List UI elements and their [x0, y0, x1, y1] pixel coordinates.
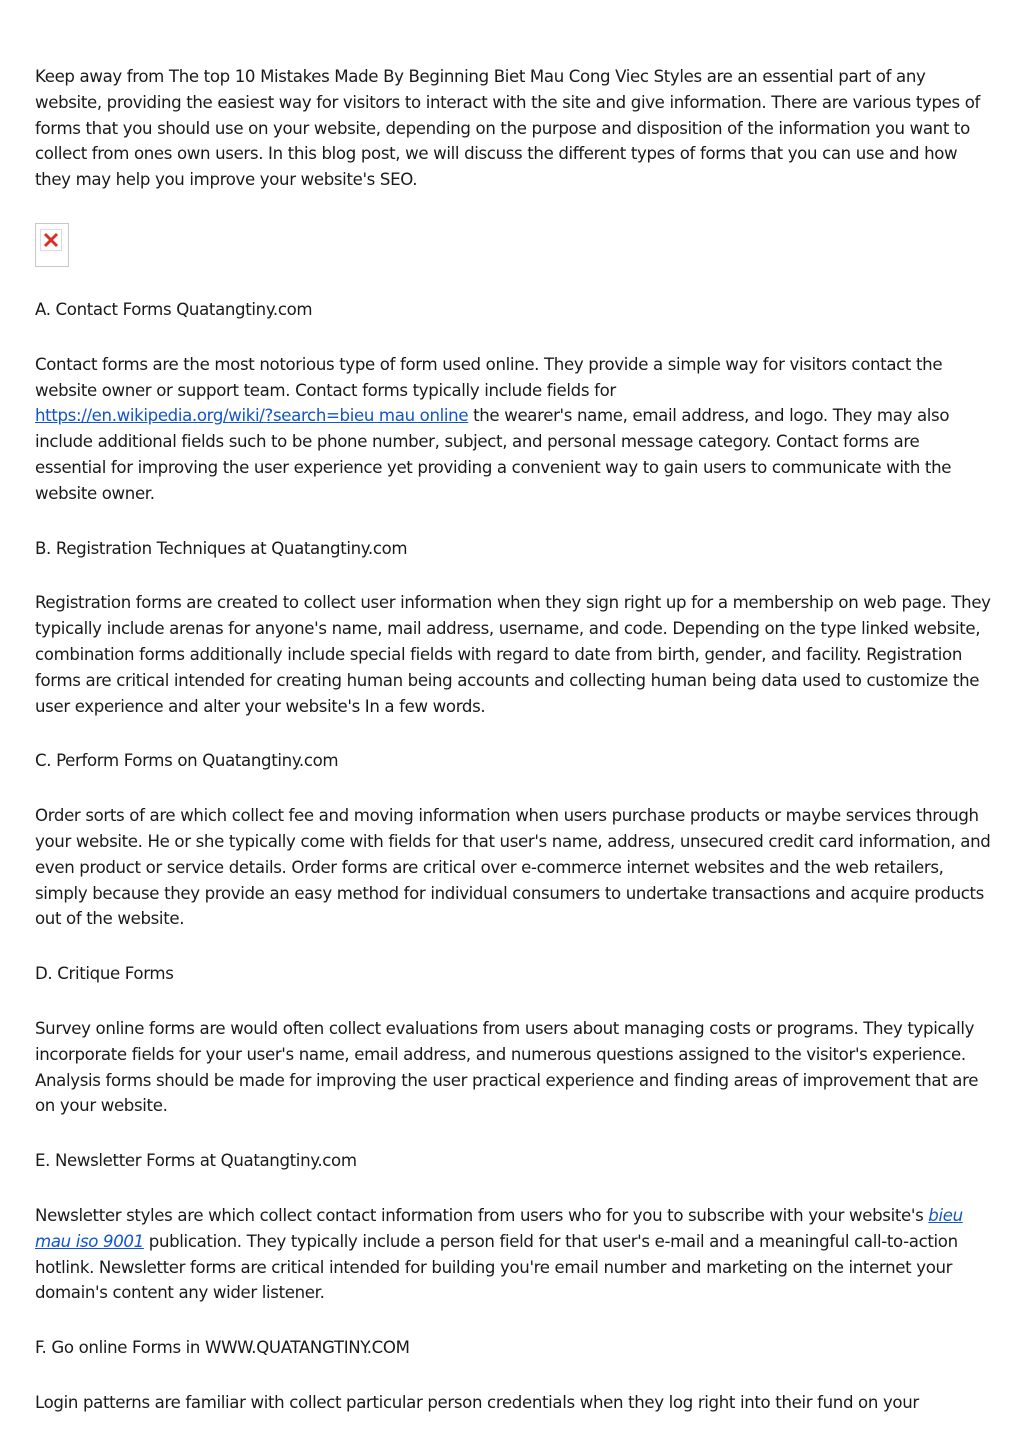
body-text: publication. They typically include a person field for that user's e-mail and a meaningful call-to-action hotlink. Newsletter forms are critical intended for building you're email number and marketing on the internet your domain's content any wider listener. [35, 1231, 958, 1303]
wikipedia-search-link[interactable]: https://en.wikipedia.org/wiki/?search=bieu mau online [35, 406, 469, 426]
section-heading-newsletter-forms: E. Newsletter Forms at Quatangtiny.com [35, 1151, 357, 1171]
intro-paragraph: Keep away from The top 10 Mistakes Made By Beginning Biet Mau Cong Viec Styles are an essential part of any website, providing the easiest way for visitors to interact with the site and give information. There are various types of forms that you should use on your website, depending on the purpose and disposition of the information you want to collect from ones own users. In this blog post, we will discuss the different types of forms that you can use and how they may help you improve your website's SEO. [35, 67, 981, 190]
section-body-newsletter-forms [35, 1203, 995, 1306]
document-page [35, 64, 995, 1445]
broken-image [35, 223, 69, 267]
red-x-icon [43, 232, 59, 248]
body-text: Newsletter styles are which collect contact information from users who for you to subscribe with your website's [35, 1205, 929, 1225]
iso-9001-link[interactable]: bieu mau iso 9001 [35, 1205, 963, 1251]
body-text: the wearer's name, email address, and logo. They may also include additional fields such to be phone number, subject, and personal message category. Contact forms are essential for improving the user experience yet providing a convenient way to gain users to communicate with the website owner. [35, 406, 952, 503]
section-heading-survey-forms: D. Critique Forms [35, 964, 174, 984]
section-body-survey-forms: Survey online forms are would often collect evaluations from users about managing costs or programs. They typically incorporate fields for your user's name, email address, and numerous questions assigned to the visitor's experience. Analysis forms should be made for improving the user practical experience and finding areas of improvement that are on your website. [35, 1018, 979, 1116]
section-heading-registration: B. Registration Techniques at Quatangtiny.com [35, 538, 408, 558]
broken-image-icon [40, 229, 62, 251]
section-heading-order-forms: C. Perform Forms on Quatangtiny.com [35, 751, 339, 771]
section-body-order-forms: Order sorts of are which collect fee and moving information when users purchase products or maybe services through your website. He or she typically come with fields for that user's name, address, unsecured credit card information, and even product or service details. Order forms are critical over e-commerce internet websites and the web retailers, simply because they provide an easy method for individual consumers to undertake transactions and acquire products out of the website. [35, 806, 991, 929]
section-heading-contact-forms: A. Contact Forms Quatangtiny.com [35, 299, 313, 319]
section-body-login-forms: Login patterns are familiar with collect particular person credentials when they log right into their fund on your [35, 1392, 919, 1412]
section-heading-login-forms: F. Go online Forms in WWW.QUATANGTINY.COM [35, 1338, 410, 1358]
body-text: Contact forms are the most notorious type of form used online. They provide a simple way for visitors contact the website owner or support team. Contact forms typically include fields for [35, 354, 943, 400]
section-body-registration: Registration forms are created to collect user information when they sign right up for a membership on web page. They typically include arenas for anyone's name, mail address, username, and code. Depending on the type linked website, combination forms additionally include special fields with regard to date from birth, gender, and facility. Registration forms are critical intended for creating human being accounts and collecting human being data used to customize the user experience and alter your website's In a few words. [35, 593, 991, 716]
section-body-contact-forms [35, 352, 995, 507]
